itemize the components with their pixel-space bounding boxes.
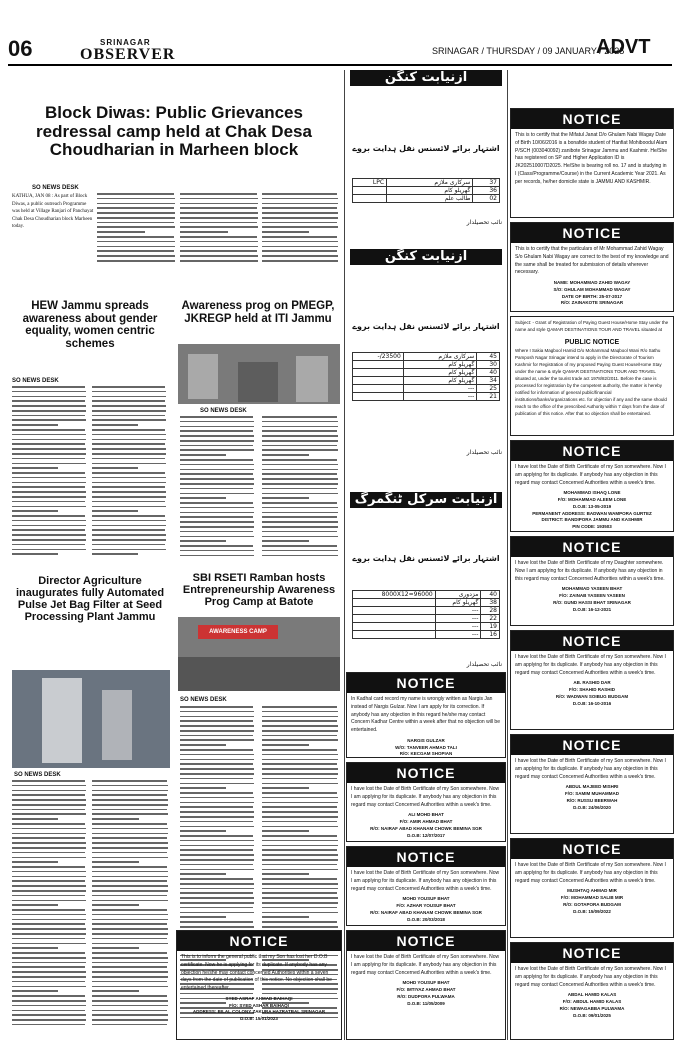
story2-body-col xyxy=(12,386,88,561)
page-header xyxy=(0,0,680,62)
table-cell xyxy=(353,599,436,607)
table-cell xyxy=(353,195,387,203)
header-rule xyxy=(8,64,672,66)
story5-byline: SO NEWS DESK xyxy=(14,772,61,778)
notice-title: NOTICE xyxy=(511,109,673,129)
table-cell: 38 xyxy=(481,599,500,607)
notice-lost-certificate xyxy=(510,838,674,938)
notice-body: This is to certify that the Mifatul Janat D/o Ghulam Nabi Wagay Date of Birth 10/06/2016 is a bonafide student of Hanfiat Mohiboodul Alam P/SCH (003040092) zanibote Srinagar Jammu and Kashmir. He/She has registered on SP and Higher Application ID is JK202510007D2025. He/She is bearing roll no. 17 and is studying in I (Class/Programme/Course) in the Current Academic Year 2021. As per records, he/her domicile state is JAMMU AND KASHMIR. xyxy=(515,132,668,185)
table-cell: 8000X12=96000 xyxy=(353,591,436,599)
notice-body: I have lost the Date of Birth Certificate of my Son somewhere. Now I am applying for its duplicate. If anybody has any objection in this regard may contact Concerned Authorities within a week's time. xyxy=(515,862,666,884)
notice-signature: SYED ASRAF AHMAD BAIHAQI F/O: SYED ASHAR BAIHAQI ADDRESS: BILAL COLONY ZAKURA HAZRATBAL SRINAGAR D.O.B: 15/01/2023 xyxy=(192,995,326,1021)
table-row xyxy=(353,631,500,639)
table-cell xyxy=(353,615,436,623)
notice-signature: ABDUL MAJEED MISHRI F/O: SAMIM MUHAMMAD R/O: RUSSU BEERWAH D.O.B: 24/06/2020 xyxy=(565,784,619,810)
story1-body-col xyxy=(180,193,260,265)
notice-title: NOTICE xyxy=(177,931,341,951)
story1-body-col xyxy=(97,193,177,265)
table-row xyxy=(353,377,500,385)
table-row xyxy=(353,195,500,203)
urdu-ad2-header: ازنیابت کنگن xyxy=(350,249,502,265)
notice-lost-certificate xyxy=(510,630,674,730)
notice-body: I have lost the Date of Birth Certificate of my Son somewhere. Now I am applying for its duplicate. If anybody has any objection in this regard may contact Concerned Authorities within a week's time. xyxy=(515,654,666,676)
notice-lost-certificate xyxy=(346,846,506,926)
table-cell: گھریلو کام xyxy=(435,599,481,607)
table-cell: LPC xyxy=(353,179,387,187)
story3-byline: SO NEWS DESK xyxy=(200,408,247,414)
column-divider xyxy=(344,70,345,1040)
story1-body-col xyxy=(262,193,340,265)
public-notice-body: Where I Sakia Magbool Hamid D/o Mohammad Maqbool Wani R/o Sathu Pamposh Nagar Srinagar intend to apply in the Directorate of Tourism Kashmir for Registration of my proposed Paying Guest House/Home Stay under the name & style QAMAR DESTINATIONS TOUR AND TRAVEL situated at, under the tourist trade act 1978/82/2011. Before the case is processed for registration by the competent authority, the matter is hereby notified for information of general public/financial institutions/banks/organizations etc. for objection if any and the same should reach to the office of the prescribed Authority within 7 days from the date of publication of this notice. After that no objection shall be entertained. xyxy=(515,347,667,416)
notice-lost-certificate xyxy=(510,536,674,626)
table-cell: 28 xyxy=(481,607,500,615)
urdu-ad3-table xyxy=(352,590,500,639)
table-cell: 40 xyxy=(477,369,500,377)
column-divider xyxy=(507,70,508,1040)
public-notice-title: PUBLIC NOTICE xyxy=(564,338,620,346)
public-notice xyxy=(510,316,674,436)
table-cell: --- xyxy=(403,385,477,393)
table-cell xyxy=(353,361,404,369)
story5-body-col xyxy=(92,780,170,1030)
notice-title: NOTICE xyxy=(347,931,505,951)
table-cell: 23500/- xyxy=(353,353,404,361)
notice-signature: ALI MOHD BHAT F/O: AMIR AHMAD BHAT R/O: NAIRAF ABAD KHANAM CHOWK BEMINA SGR D.O.B: 12/07/2017 xyxy=(370,812,482,838)
table-cell: گھریلو کام xyxy=(387,187,473,195)
table-cell: طالب علم xyxy=(387,195,473,203)
table-cell: 36 xyxy=(473,187,500,195)
notice-body: This is to inform the general public that my Son has lost her D.O.B certificate. Now he is applying for its duplicate. If anybody has any objection he/she may contact concerned Authorities within a seven days from the date of publication of this notice. No objection shall be entertained thereafter. xyxy=(181,954,332,991)
table-cell xyxy=(353,369,404,377)
story3-headline: Awareness prog on PMEGP, JKREGP held at ITI Jammu xyxy=(181,300,335,325)
urdu-ad1-header: ازنیابت کنگن xyxy=(350,70,502,86)
table-row xyxy=(353,599,500,607)
urdu-ad3-header: ازنیابت سرکل ٹنگمرگ xyxy=(350,492,502,508)
notice-body: I have lost the Date of Birth Certificate of my Son somewhere. Now I am applying for its duplicate. If anybody has any objection in this regard may contact Concerned Authorities within a week's time. xyxy=(351,870,500,892)
notice-title: NOTICE xyxy=(511,943,673,963)
table-cell xyxy=(353,377,404,385)
notice-signature: MOHAMMAD ISHAQ LONE F/O: MOHAMMAD ALEEM LONE D.O.B: 13-05-2019 PERMANENT ADDRESS: BADWAN WAMPORA GURTEZ DISTRICT: BANDIPORA JAMMU AND KASHMIR PIN CODE: 193503 xyxy=(532,490,652,529)
table-cell: سرکاری ملازم xyxy=(387,179,473,187)
table-row xyxy=(353,607,500,615)
story2-headline: HEW Jammu spreads awareness about gender equality, women centric schemes xyxy=(22,300,158,350)
notice-body: This is to certify that the particulars of Mr Mohammad Zahid Wagay S/o Ghulam Nabi Wagay are correct to the best of my knowledge and the same shall be treated for submission of details wherever necessary. xyxy=(515,246,669,276)
table-row xyxy=(353,623,500,631)
section-label: ADVT xyxy=(596,36,651,58)
bag-filter-photo xyxy=(12,670,170,768)
table-row xyxy=(353,179,500,187)
awareness-prog-photo xyxy=(178,344,340,404)
table-cell xyxy=(353,393,404,401)
notice-title: NOTICE xyxy=(511,631,673,651)
story5-body-col xyxy=(12,780,88,1030)
table-row xyxy=(353,187,500,195)
table-cell: گھریلو کام xyxy=(403,377,477,385)
table-cell: 19 xyxy=(481,623,500,631)
table-cell: 25 xyxy=(477,385,500,393)
table-row xyxy=(353,591,500,599)
table-cell: گھریلو کام xyxy=(403,361,477,369)
notice-body: I have lost the Date of Birth Certificate of my Son somewhere. Now I am applying for its duplicate. If anybody has any objection in this regard may contact Concerned Authorities within a week's time. xyxy=(515,758,666,780)
notice-body: I have lost the Date of Birth Certificate of my Son somewhere. Now I am applying for its duplicate. If anybody has any objection in this regard may contact Concerned Authorities within a week's time. xyxy=(351,954,500,976)
page-number: 06 xyxy=(8,36,33,61)
notice-title: NOTICE xyxy=(511,441,673,461)
table-cell: 21 xyxy=(477,393,500,401)
table-cell: 16 xyxy=(481,631,500,639)
urdu-ad1-signoff: نائب تحصیلدار xyxy=(466,219,502,226)
table-cell: 40 xyxy=(481,591,500,599)
table-row xyxy=(353,615,500,623)
notice-signature: NARGIS GULZAR W/O: TANVEER AHMAD TALI R/O: KECGAM SHOPIAN xyxy=(395,737,457,757)
table-cell xyxy=(353,607,436,615)
table-cell: --- xyxy=(435,631,481,639)
notice-bottom xyxy=(176,930,342,1040)
table-cell: --- xyxy=(435,623,481,631)
table-cell: 34 xyxy=(477,377,500,385)
notice-body: I have lost the Date of Birth Certificate of my Son somewhere. Now I am applying for its duplicate. If anybody has any objection in this regard may contact Concerned Authorities within a week's time. xyxy=(515,966,666,988)
dateline: SRINAGAR / THURSDAY / 09 JANUARY / 2025 xyxy=(432,46,625,56)
urdu-ad1-subhead: اشتہار برائے لائسنس نقل ہدایت بروے xyxy=(352,144,500,153)
table-cell: 22 xyxy=(481,615,500,623)
notice-certificate-1 xyxy=(510,108,674,218)
table-row xyxy=(353,361,500,369)
notice-lost-certificate xyxy=(346,762,506,842)
table-cell: سرکاری ملازم xyxy=(403,353,477,361)
notice-title: NOTICE xyxy=(347,847,505,867)
table-cell: گھریلو کام xyxy=(403,369,477,377)
notice-signature: MOHAMMAD YASEEN BHAT F/O: ZAINAB YASEEN YASEEN R/O: GUND HASSI BHAT SRINAGAR D.O.B: 16-12-2021 xyxy=(553,586,631,612)
table-row xyxy=(353,385,500,393)
notice-body: I have lost the Date of Birth Certificate of my Son somewhere. Now I am applying for its duplicate. If anybody has any objection in this regard may contact Concerned Authorities within a week's time. xyxy=(515,464,666,486)
table-cell xyxy=(353,187,387,195)
story1-headline: Block Diwas: Public Grievances redressal camp held at Chak Desa Choudharian in Marheen block xyxy=(36,103,312,160)
masthead-city: SRINAGAR xyxy=(100,38,151,47)
table-cell: 37 xyxy=(473,179,500,187)
urdu-ad1-table xyxy=(352,178,500,203)
table-cell xyxy=(353,631,436,639)
table-cell: --- xyxy=(435,607,481,615)
urdu-ad3-signoff: نائب تحصیلدار xyxy=(466,661,502,668)
camp-banner: AWARENESS CAMP xyxy=(198,625,278,639)
urdu-ad2-table xyxy=(352,352,500,401)
story2-body-col xyxy=(92,386,168,561)
notice-signature: AB. RASHID DAR F/O: SHAHID RASHID R/O: WADWAN SOIBUG BUDGAM D.O.B: 16-10-2016 xyxy=(555,680,629,706)
notice-lost-certificate xyxy=(346,930,506,1040)
notice-lost-certificate xyxy=(510,440,674,532)
notice-signature: NAME: MOHAMMAD ZAHID WAGAY S/O: GHULAM MOHAMMAD WAGAY DATE OF BIRTH: 25-07-2017 R/O: ZAINAKOTE SRINAGAR xyxy=(553,280,631,306)
urdu-ad2-signoff: نائب تحصیلدار xyxy=(466,449,502,456)
table-row xyxy=(353,353,500,361)
story4-byline: SO NEWS DESK xyxy=(180,697,227,703)
notice-body: In Kadhal card record my name is wrongly written as Nargis Jan instead of Nargis Gulzar. Now I am apply for its correction. If anybody has any objection in this regard he/she may contact Concern Kadhar Centre within a week after that no objection will be entertained. xyxy=(351,696,500,733)
notice-lost-certificate xyxy=(510,942,674,1040)
urdu-ad3-subhead: اشتہار برائے لائسنس نقل ہدایت بروے xyxy=(352,554,500,563)
story4-headline: SBI RSETI Ramban hosts Entrepreneurship Awareness Prog Camp at Batote xyxy=(182,572,336,609)
story1-lead: KATHUA, JAN 08 : As part of Block Diwas, a public outreach Programme was held at Village Ranjari of Panchayat Chak Desa Choudharian block Marheen today. xyxy=(12,194,94,229)
story3-body-col xyxy=(180,416,256,561)
notice-signature: MUSHTAQ AHMAD MIR F/O: MOHAMMAD SALIB MIR R/O: GOTAPORA BUDGAM D.O.B: 15/09/2022 xyxy=(560,888,624,914)
notice-title: NOTICE xyxy=(511,223,673,243)
notice-signature: ABDAL HAMID KALAS F/O: ABDUL HAMID KALAS R/O: NEWAGABBA PULWAMA D.O.B: 09/01/2025 xyxy=(559,992,625,1018)
story3-body-col xyxy=(262,416,340,561)
notice-title: NOTICE xyxy=(347,673,505,693)
table-cell xyxy=(353,385,404,393)
table-cell xyxy=(353,623,436,631)
story2-byline: SO NEWS DESK xyxy=(12,378,59,384)
table-cell: --- xyxy=(403,393,477,401)
notice-certificate-2 xyxy=(510,222,674,312)
table-cell: 45 xyxy=(477,353,500,361)
notice-title: NOTICE xyxy=(511,839,673,859)
table-row xyxy=(353,393,500,401)
table-cell: --- xyxy=(435,615,481,623)
notice-signature: MOHD YOUSUF BHAT F/O: AZHAR YOUSUF BHAT R/O: NAIRAF ABAD KHANAM CHOWK BEMINA SGR D.O.B: 20/03/2018 xyxy=(370,896,482,922)
table-row xyxy=(353,369,500,377)
urdu-ad1-text xyxy=(350,88,502,140)
notice-lost-certificate xyxy=(346,672,506,758)
story1-byline: SO NEWS DESK xyxy=(32,185,79,191)
urdu-ad2-subhead: اشتہار برائے لائسنس نقل ہدایت بروے xyxy=(352,322,500,331)
notice-body: I have lost the Date of Birth Certificate of my Daughter somewhere. Now I am applying for its duplicate. If anybody has any objection in this regard may contact Concerned Authorities within a week's time. xyxy=(515,560,665,582)
notice-title: NOTICE xyxy=(347,763,505,783)
story5-headline: Director Agriculture inaugurates fully Automated Pulse Jet Bag Filter at Seed Processing Plant Jammu xyxy=(15,575,165,624)
notice-title: NOTICE xyxy=(511,537,673,557)
notice-signature: MOHD YOUSUF BHAT F/O: IMTIYAZ AHMAD BHAT R/O: DUDPORA PULWAMA D.O.B: 11/05/2009 xyxy=(396,980,456,1006)
table-cell: 30 xyxy=(477,361,500,369)
table-cell: مزدوری xyxy=(435,591,481,599)
table-cell: 02 xyxy=(473,195,500,203)
notice-body: I have lost the Date of Birth Certificate of my Son somewhere. Now I am applying for its duplicate. If anybody has any objection in this regard may contact Concerned Authorities within a week's time. xyxy=(351,786,500,808)
public-notice-subject: Subject: - Grant of Registration of Paying Guest House/Home Stay under the name and style QAMAR DESTINATIONS TOUR AND TRAVEL situated at xyxy=(515,320,669,332)
notice-lost-certificate xyxy=(510,734,674,834)
rseti-camp-photo xyxy=(178,617,340,691)
notice-title: NOTICE xyxy=(511,735,673,755)
masthead-logo: OBSERVER xyxy=(80,46,176,63)
